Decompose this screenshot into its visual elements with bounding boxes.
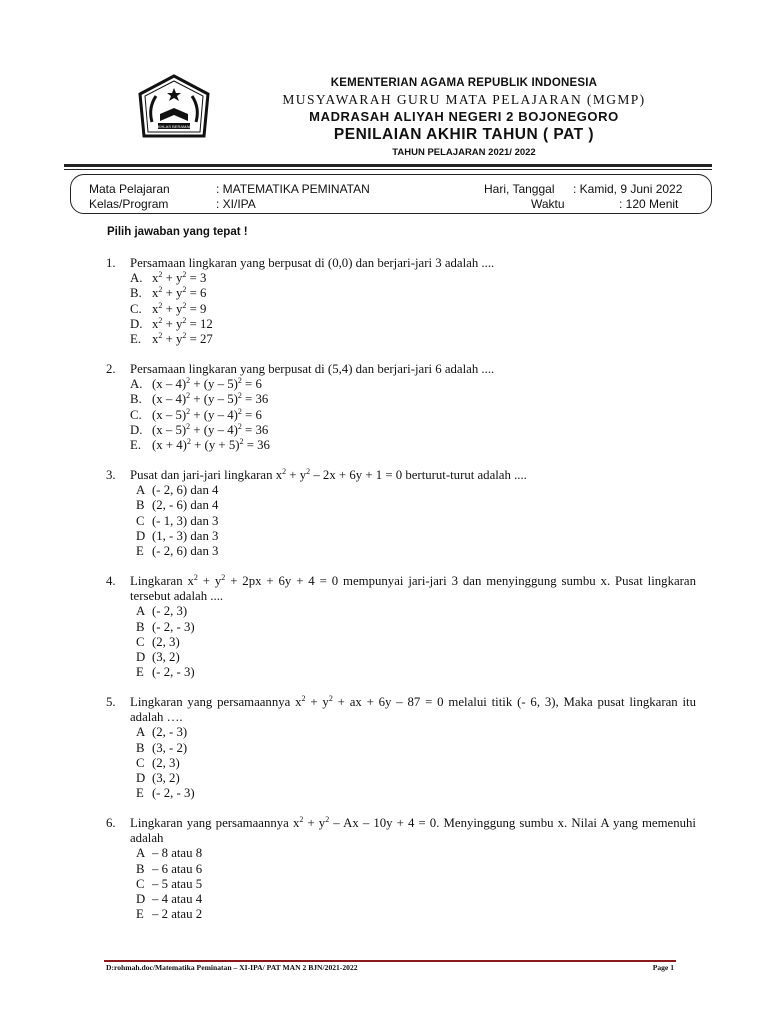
- option-text: (2, 3): [152, 634, 180, 649]
- class-label: Kelas/Program: [89, 197, 169, 211]
- answer-option: [130, 332, 696, 347]
- answer-option: [130, 408, 696, 423]
- footer-rule: [104, 960, 676, 962]
- option-letter: C: [136, 876, 145, 891]
- option-letter: D: [136, 770, 146, 785]
- question-text: Lingkaran yang persamaannya $x^2 + y^2 - Ax - 10y + 4 = 0$. Menyinggung sumbu x. Nilai A yang memenuhi adalah: [130, 815, 696, 846]
- option-text: – 8 atau 8: [152, 846, 203, 861]
- answer-option: [130, 377, 696, 392]
- option-text: (- 2, - 3): [152, 786, 195, 801]
- class-value: : XI/IPA: [216, 197, 256, 211]
- option-text: (x – 5)$^2$ + (y – 4)$^2$ = 6: [152, 406, 262, 422]
- answer-option: [130, 286, 696, 301]
- answer-option: [136, 498, 696, 513]
- answer-option: [130, 392, 696, 407]
- question-number: 6.: [106, 816, 116, 830]
- question-text: Lingkaran $x^2 + y^2 + 2px + 6y + 4 = 0$ mempunyai jari-jari 3 dan menyinggung sumbu x. Pusat lingkaran tersebut adalah ....: [130, 573, 696, 604]
- header-rule-thick: [64, 164, 712, 167]
- option-text: $(x + 4)^2 + (y + 5)^2 = 36$: [152, 436, 270, 452]
- option-letter: C.: [130, 301, 142, 316]
- emblem-caption: IKHLAS BERAMAL: [156, 124, 192, 129]
- ministry-name: KEMENTERIAN AGAMA REPUBLIK INDONESIA: [330, 77, 598, 89]
- option-letter: D.: [130, 316, 143, 331]
- option-letter: E.: [130, 331, 142, 346]
- option-text: (x – 4)$^2$ + (y – 5)$^2$ = 36: [152, 391, 269, 407]
- option-letter: B.: [130, 392, 142, 407]
- answer-option: [130, 423, 696, 438]
- answer-option: [130, 317, 696, 332]
- option-text: (2, - 6) dan 4: [152, 498, 219, 513]
- answer-options: [136, 725, 696, 801]
- question-3: [106, 468, 696, 559]
- answer-option: [136, 529, 696, 544]
- option-text: (- 2, 3): [152, 604, 188, 619]
- time-label: Waktu: [531, 197, 565, 211]
- subject-value: : MATEMATIKA PEMINATAN: [216, 182, 370, 196]
- option-letter: D: [136, 649, 146, 664]
- option-letter: E: [136, 786, 144, 801]
- answer-options: [130, 377, 696, 453]
- page-number: Page 1: [652, 963, 674, 972]
- option-text: (3, - 2): [152, 740, 188, 755]
- option-letter: B.: [130, 286, 142, 301]
- exam-title: PENILAIAN AKHIR TAHUN ( PAT ): [333, 126, 595, 143]
- option-text: (- 2, 6) dan 3: [152, 543, 219, 558]
- answer-option: [136, 635, 696, 650]
- answer-option: [136, 604, 696, 619]
- answer-option: [136, 892, 696, 907]
- option-letter: A: [136, 725, 146, 740]
- date-value: : Kamid, 9 Juni 2022: [573, 182, 683, 196]
- answer-option: [136, 907, 696, 922]
- answer-option: [130, 271, 696, 286]
- option-text: (2, - 3): [152, 725, 188, 740]
- question-1: [106, 256, 696, 347]
- question-4: [106, 574, 696, 680]
- answer-options: [130, 271, 696, 347]
- option-text: $x^2 + y^2 = 12$: [152, 315, 213, 331]
- option-text: – 4 atau 4: [152, 891, 203, 906]
- question-2: [106, 362, 696, 453]
- option-letter: E.: [130, 437, 142, 452]
- question-6: [106, 816, 696, 922]
- question-5: [106, 695, 696, 801]
- option-text: (2, 3): [152, 755, 180, 770]
- answer-option: [136, 665, 696, 680]
- option-letter: B: [136, 619, 145, 634]
- option-text: (- 1, 3) dan 3: [152, 513, 219, 528]
- question-number: 5.: [106, 695, 116, 709]
- option-text: $x^2 + y^2 = 9$: [152, 300, 207, 316]
- option-letter: E: [136, 543, 144, 558]
- instruction-text: Pilih jawaban yang tepat !: [107, 226, 248, 238]
- question-text: Lingkaran yang persamaannya $x^2 + y^2$ + ax + 6y – 87 = 0 melalui titik (- 6, 3), Maka pusat lingkaran itu adalah ….: [130, 694, 697, 725]
- answer-option: [136, 483, 696, 498]
- option-letter: C.: [130, 407, 142, 422]
- option-text: (- 2, - 3): [152, 619, 195, 634]
- time-value: : 120 Menit: [619, 197, 679, 211]
- exam-info-box: [70, 174, 712, 214]
- option-text: – 6 atau 6: [152, 861, 203, 876]
- question-number: 2.: [106, 362, 116, 376]
- option-letter: C: [136, 634, 145, 649]
- option-letter: A: [136, 846, 146, 861]
- answer-option: [136, 544, 696, 559]
- option-text: (- 2, 6) dan 4: [152, 483, 219, 498]
- answer-option: [136, 786, 696, 801]
- option-letter: B: [136, 861, 145, 876]
- answer-option: [130, 438, 696, 453]
- subject-label: Mata Pelajaran: [89, 182, 170, 196]
- option-letter: D.: [130, 422, 143, 437]
- option-letter: C: [136, 755, 145, 770]
- option-letter: E: [136, 907, 144, 922]
- answer-options: [136, 604, 696, 680]
- answer-option: [136, 620, 696, 635]
- question-text: Pusat dan jari-jari lingkaran $x^2 + y^2 - 2x + 6y + 1 = 0$ berturut-turut adalah ....: [130, 467, 527, 482]
- option-letter: C: [136, 513, 145, 528]
- answer-option: [136, 862, 696, 877]
- option-text: $x^2 + y^2 = 3$: [152, 270, 207, 286]
- option-letter: B: [136, 498, 145, 513]
- option-text: (3, 2): [152, 649, 180, 664]
- question-text: Persamaan lingkaran yang berpusat di (5,4) dan berjari-jari 6 adalah ....: [130, 362, 495, 376]
- question-text: Persamaan lingkaran yang berpusat di (0,0) dan berjari-jari 3 adalah ....: [130, 256, 495, 270]
- answer-option: [136, 846, 696, 861]
- date-label: Hari, Tanggal: [484, 182, 555, 196]
- answer-options: [136, 846, 696, 922]
- answer-option: [136, 741, 696, 756]
- option-letter: B: [136, 740, 145, 755]
- question-number: 4.: [106, 574, 116, 588]
- option-text: $x^2 + y^2 = 27$: [152, 330, 213, 346]
- answer-option: [136, 650, 696, 665]
- option-text: (x – 4)$^2$ + (y – 5)$^2$ = 6: [152, 376, 262, 392]
- option-letter: A.: [130, 377, 143, 392]
- option-text: – 5 atau 5: [152, 876, 203, 891]
- letterhead: [180, 78, 748, 157]
- answer-options: [136, 483, 696, 559]
- option-letter: A.: [130, 271, 143, 286]
- option-text: (x – 5)$^2$ + (y – 4)$^2$ = 36: [152, 421, 269, 437]
- answer-option: [130, 302, 696, 317]
- answer-option: [136, 771, 696, 786]
- answer-option: [136, 877, 696, 892]
- school-name: MADRASAH ALIYAH NEGERI 2 BOJONEGORO: [309, 109, 619, 124]
- header-rule-thin: [64, 169, 712, 170]
- question-number: 3.: [106, 468, 116, 482]
- option-text: (- 2, - 3): [152, 665, 195, 680]
- option-letter: A: [136, 604, 146, 619]
- option-text: $x^2 + y^2 = 6$: [152, 285, 207, 301]
- option-text: (3, 2): [152, 770, 180, 785]
- answer-option: [136, 514, 696, 529]
- option-letter: D: [136, 528, 146, 543]
- answer-option: [136, 756, 696, 771]
- academic-year: TAHUN PELAJARAN 2021/ 2022: [392, 146, 536, 158]
- option-letter: D: [136, 891, 146, 906]
- footer-path: D:rohmah.doc/Matematika Peminatan – XI-IPA/ PAT MAN 2 BJN/2021-2022: [106, 963, 358, 972]
- option-letter: A: [136, 483, 146, 498]
- question-number: 1.: [106, 256, 116, 270]
- option-text: – 2 atau 2: [152, 907, 203, 922]
- option-text: (1, - 3) dan 3: [152, 528, 219, 543]
- option-letter: E: [136, 665, 144, 680]
- answer-option: [136, 725, 696, 740]
- forum-name: MUSYAWARAH GURU MATA PELAJARAN (MGMP): [282, 91, 646, 107]
